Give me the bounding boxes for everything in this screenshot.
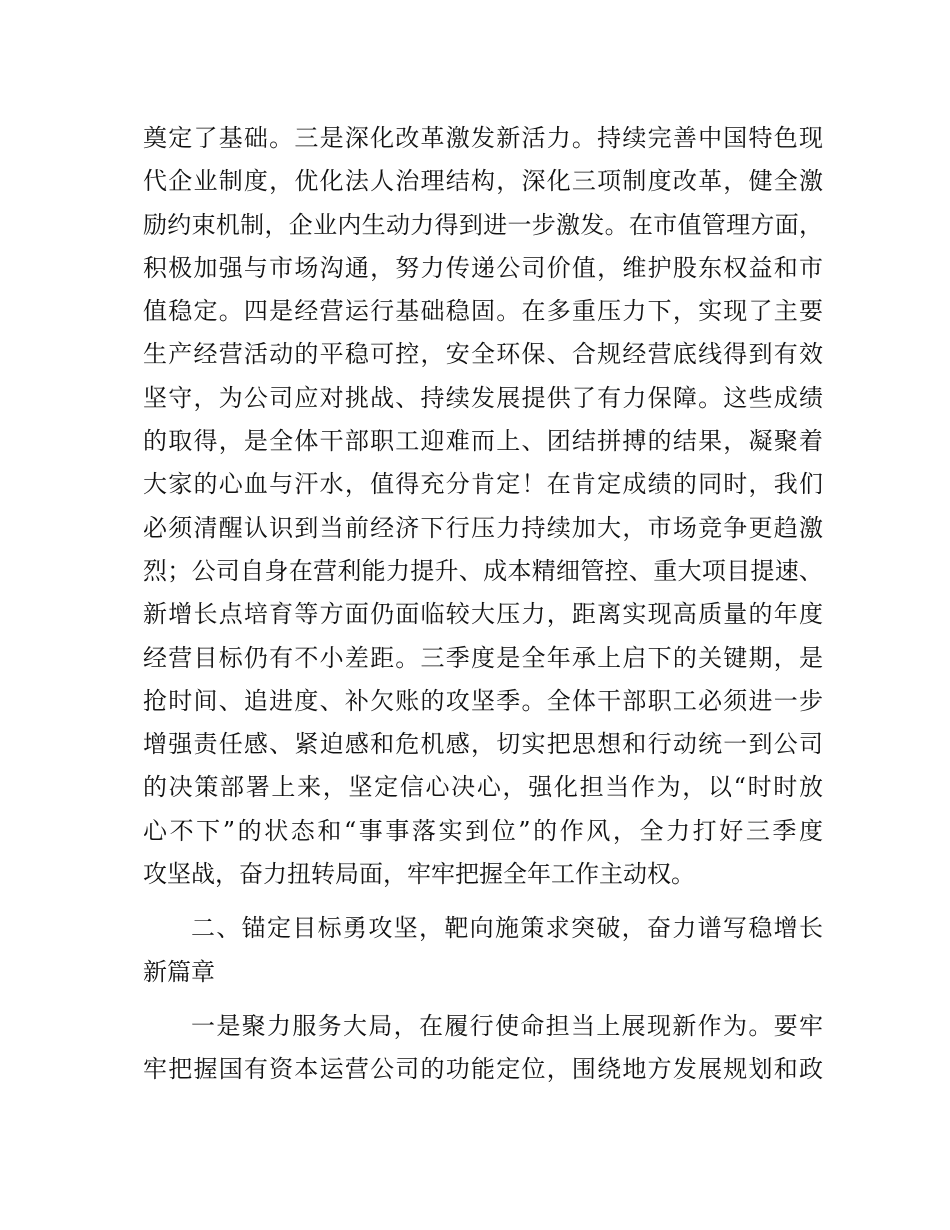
paragraph-line: 一是聚力服务大局，在履行使命担当上展现新作为。要牢	[191, 1011, 823, 1040]
heading-line-last: 新篇章	[143, 957, 215, 986]
paragraph-spacer	[143, 994, 823, 1005]
paragraph-line: 大家的心血与汗水，值得充分肯定！在肯定成绩的同时，我们	[143, 470, 823, 499]
paragraph-line: 必须清醒认识到当前经济下行压力持续加大，市场竞争更趋激	[143, 513, 823, 542]
section-heading	[143, 907, 823, 994]
paragraph-line: 奠定了基础。三是深化改革激发新活力。持续完善中国特色现	[143, 124, 823, 152]
paragraph-line: 心不下”的状态和“事事落实到位”的作风，全力打好三季度	[143, 816, 823, 845]
paragraph-line: 生产经营活动的平稳可控，安全环保、合规经营底线得到有效	[143, 340, 823, 369]
paragraph-line: 新增长点培育等方面仍面临较大压力，距离实现高质量的年度	[143, 600, 823, 629]
paragraph-line: 的决策部署上来，坚定信心决心，强化担当作为，以“时时放	[143, 773, 823, 802]
paragraph-line: 抢时间、追进度、补欠账的攻坚季。全体干部职工必须进一步	[143, 686, 823, 715]
paragraph-line: 增强责任感、紧迫感和危机感，切实把思想和行动统一到公司	[143, 730, 823, 759]
paragraph-line: 励约束机制，企业内生动力得到进一步激发。在市值管理方面，	[143, 210, 823, 239]
heading-line: 二、锚定目标勇攻坚，靶向施策求突破，奋力谱写稳增长	[191, 914, 823, 943]
paragraph-line: 积极加强与市场沟通，努力传递公司价值，维护股东权益和市	[143, 253, 823, 282]
paragraph-line: 代企业制度，优化法人治理结构，深化三项制度改革，健全激	[143, 167, 823, 196]
paragraph-line: 烈；公司自身在营利能力提升、成本精细管控、重大项目提速、	[143, 556, 823, 585]
paragraph-line: 牢把握国有资本运营公司的功能定位，围绕地方发展规划和政	[143, 1055, 823, 1084]
paragraph-line: 坚守，为公司应对挑战、持续发展提供了有力保障。这些成绩	[143, 383, 823, 412]
paragraph-spacer	[143, 896, 823, 907]
paragraph-line-last: 攻坚战，奋力扭转局面，牢牢把握全年工作主动权。	[143, 860, 695, 889]
body-paragraph	[143, 1005, 823, 1092]
paragraph-line: 的取得，是全体干部职工迎难而上、团结拼搏的结果，凝聚着	[143, 427, 823, 456]
document-body	[143, 117, 823, 1092]
paragraph-line: 值稳定。四是经营运行基础稳固。在多重压力下，实现了主要	[143, 297, 823, 326]
body-paragraph	[143, 117, 823, 896]
paragraph-line: 经营目标仍有不小差距。三季度是全年承上启下的关键期，是	[143, 643, 823, 672]
